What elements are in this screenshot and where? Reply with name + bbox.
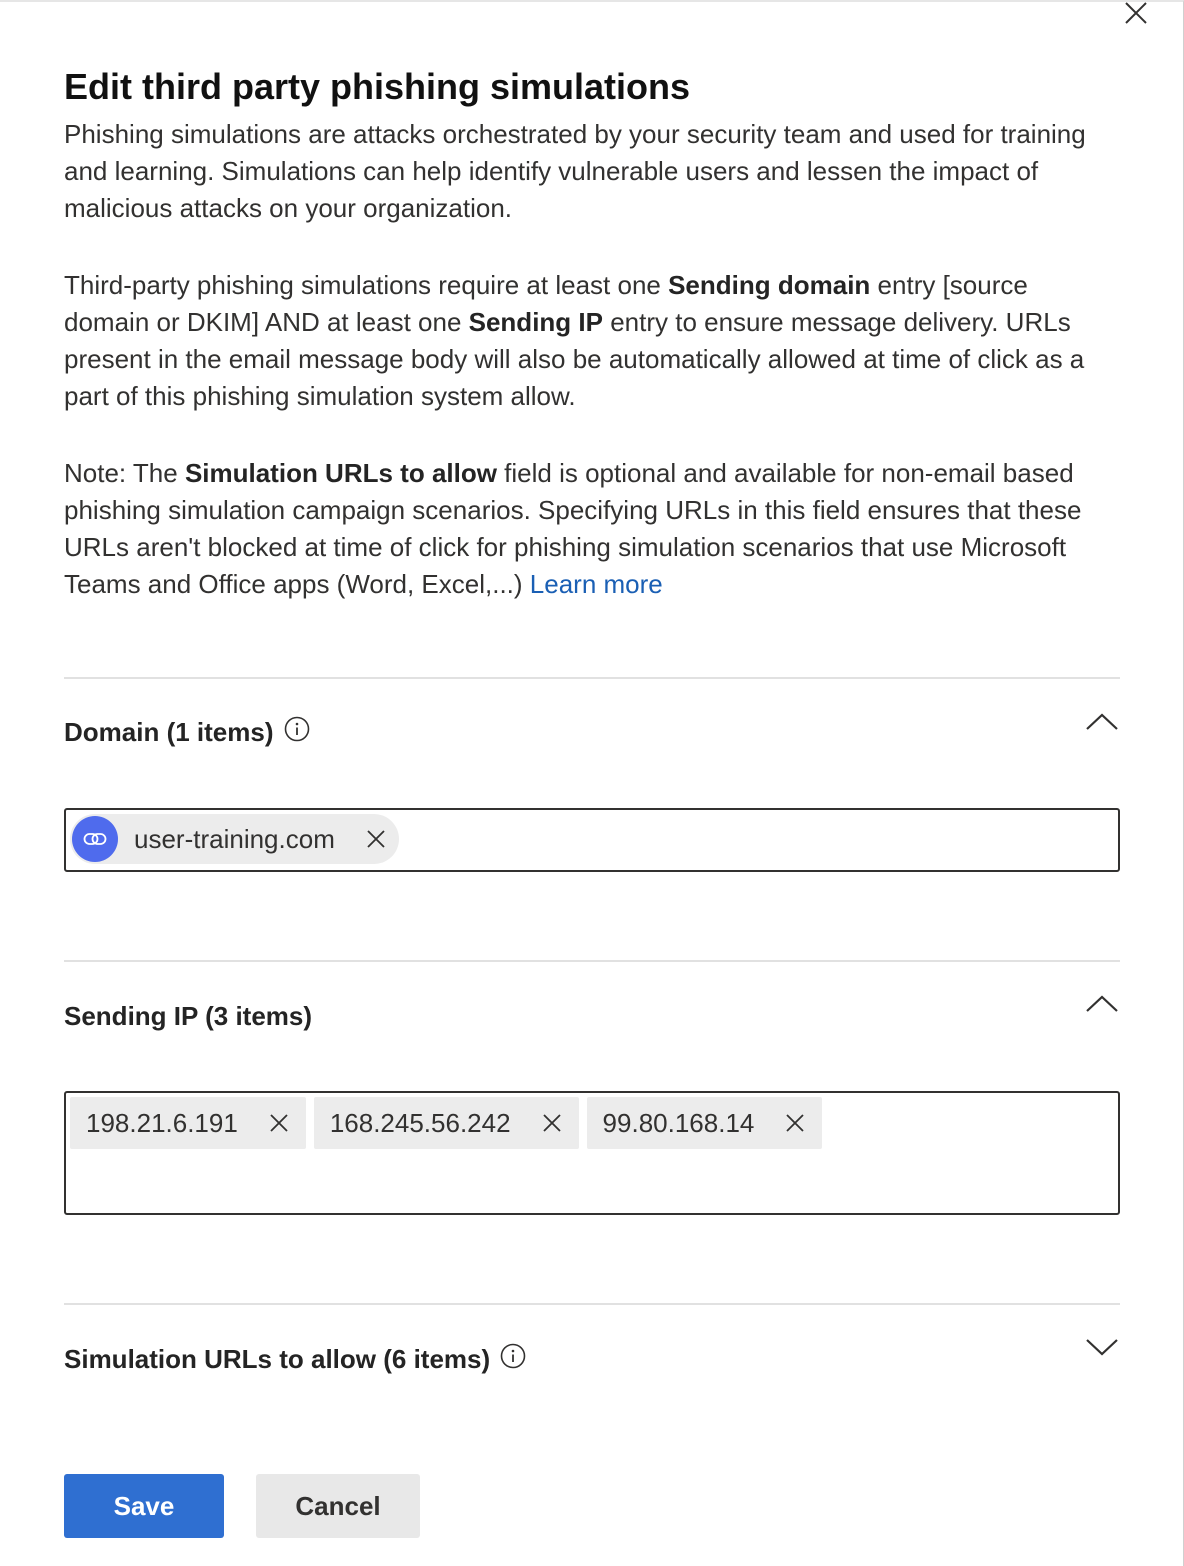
section-divider bbox=[64, 677, 1120, 679]
domain-input-field[interactable] bbox=[64, 808, 1120, 872]
page-title: Edit third party phishing simulations bbox=[64, 66, 691, 107]
section-divider bbox=[64, 1303, 1120, 1305]
intro-paragraph-1: Phishing simulations are attacks orchestrated by your security team and used for training and learning. Simulations can help identify vulnerable users and lessen the impact of malicious attacks on your organization. bbox=[64, 119, 1086, 223]
ip-tag-label: 198.21.6.191 bbox=[86, 1107, 238, 1138]
chevron-down-icon[interactable] bbox=[1084, 1329, 1120, 1365]
sending-ip-input-field[interactable] bbox=[64, 1091, 1120, 1215]
learn-more-link[interactable]: Learn more bbox=[529, 569, 663, 599]
ip-tag bbox=[70, 1097, 306, 1149]
ip-tag bbox=[314, 1097, 579, 1149]
intro-content bbox=[64, 64, 1120, 603]
close-icon bbox=[542, 1113, 562, 1133]
sending-ip-section-header[interactable] bbox=[64, 996, 1120, 1036]
close-icon bbox=[366, 829, 386, 849]
remove-domain-button[interactable] bbox=[363, 826, 389, 852]
link-icon bbox=[72, 816, 118, 862]
remove-ip-button[interactable] bbox=[266, 1110, 292, 1136]
ip-tag-label: 168.245.56.242 bbox=[329, 1107, 511, 1138]
domain-tag-label: user-training.com bbox=[134, 823, 335, 854]
section-divider bbox=[64, 960, 1120, 962]
chevron-up-icon[interactable] bbox=[1084, 986, 1120, 1022]
domain-section-title: Domain (1 items) bbox=[64, 716, 274, 747]
info-icon[interactable] bbox=[500, 1343, 526, 1369]
urls-section-header[interactable] bbox=[64, 1339, 1120, 1379]
close-icon bbox=[785, 1113, 805, 1133]
sending-ip-section-title: Sending IP (3 items) bbox=[64, 1000, 313, 1031]
info-icon[interactable] bbox=[284, 716, 310, 742]
close-icon bbox=[1123, 2, 1149, 24]
remove-ip-button[interactable] bbox=[782, 1110, 808, 1136]
ip-tag-label: 99.80.168.14 bbox=[602, 1107, 755, 1138]
intro-paragraph-2: Third-party phishing simulations require at least one Sending domain entry [source domain or DKIM] AND at least one Sending IP entry to ensure message delivery. URLs present in the email message body will also be automatically allowed at time of click as a part of this phishing simulation system allow. bbox=[64, 270, 1085, 411]
close-button[interactable] bbox=[1120, 2, 1152, 26]
remove-ip-button[interactable] bbox=[539, 1110, 565, 1136]
intro-paragraph-3: Note: The Simulation URLs to allow field is optional and available for non-email based phishing simulation campaign scenarios. Specifying URLs in this field ensures that these URLs aren't blocked at time of click for phishing simulation scenarios that use Microsoft Teams and Office apps (Word, Excel,...) Learn more bbox=[64, 458, 1082, 599]
cancel-button[interactable]: Cancel bbox=[256, 1474, 420, 1538]
domain-section-header[interactable] bbox=[64, 712, 1120, 752]
close-icon bbox=[269, 1113, 289, 1133]
urls-section-title: Simulation URLs to allow (6 items) bbox=[64, 1343, 491, 1374]
chevron-up-icon[interactable] bbox=[1084, 704, 1120, 740]
domain-tag bbox=[70, 814, 399, 864]
ip-tag bbox=[587, 1097, 823, 1149]
save-button[interactable]: Save bbox=[64, 1474, 224, 1538]
